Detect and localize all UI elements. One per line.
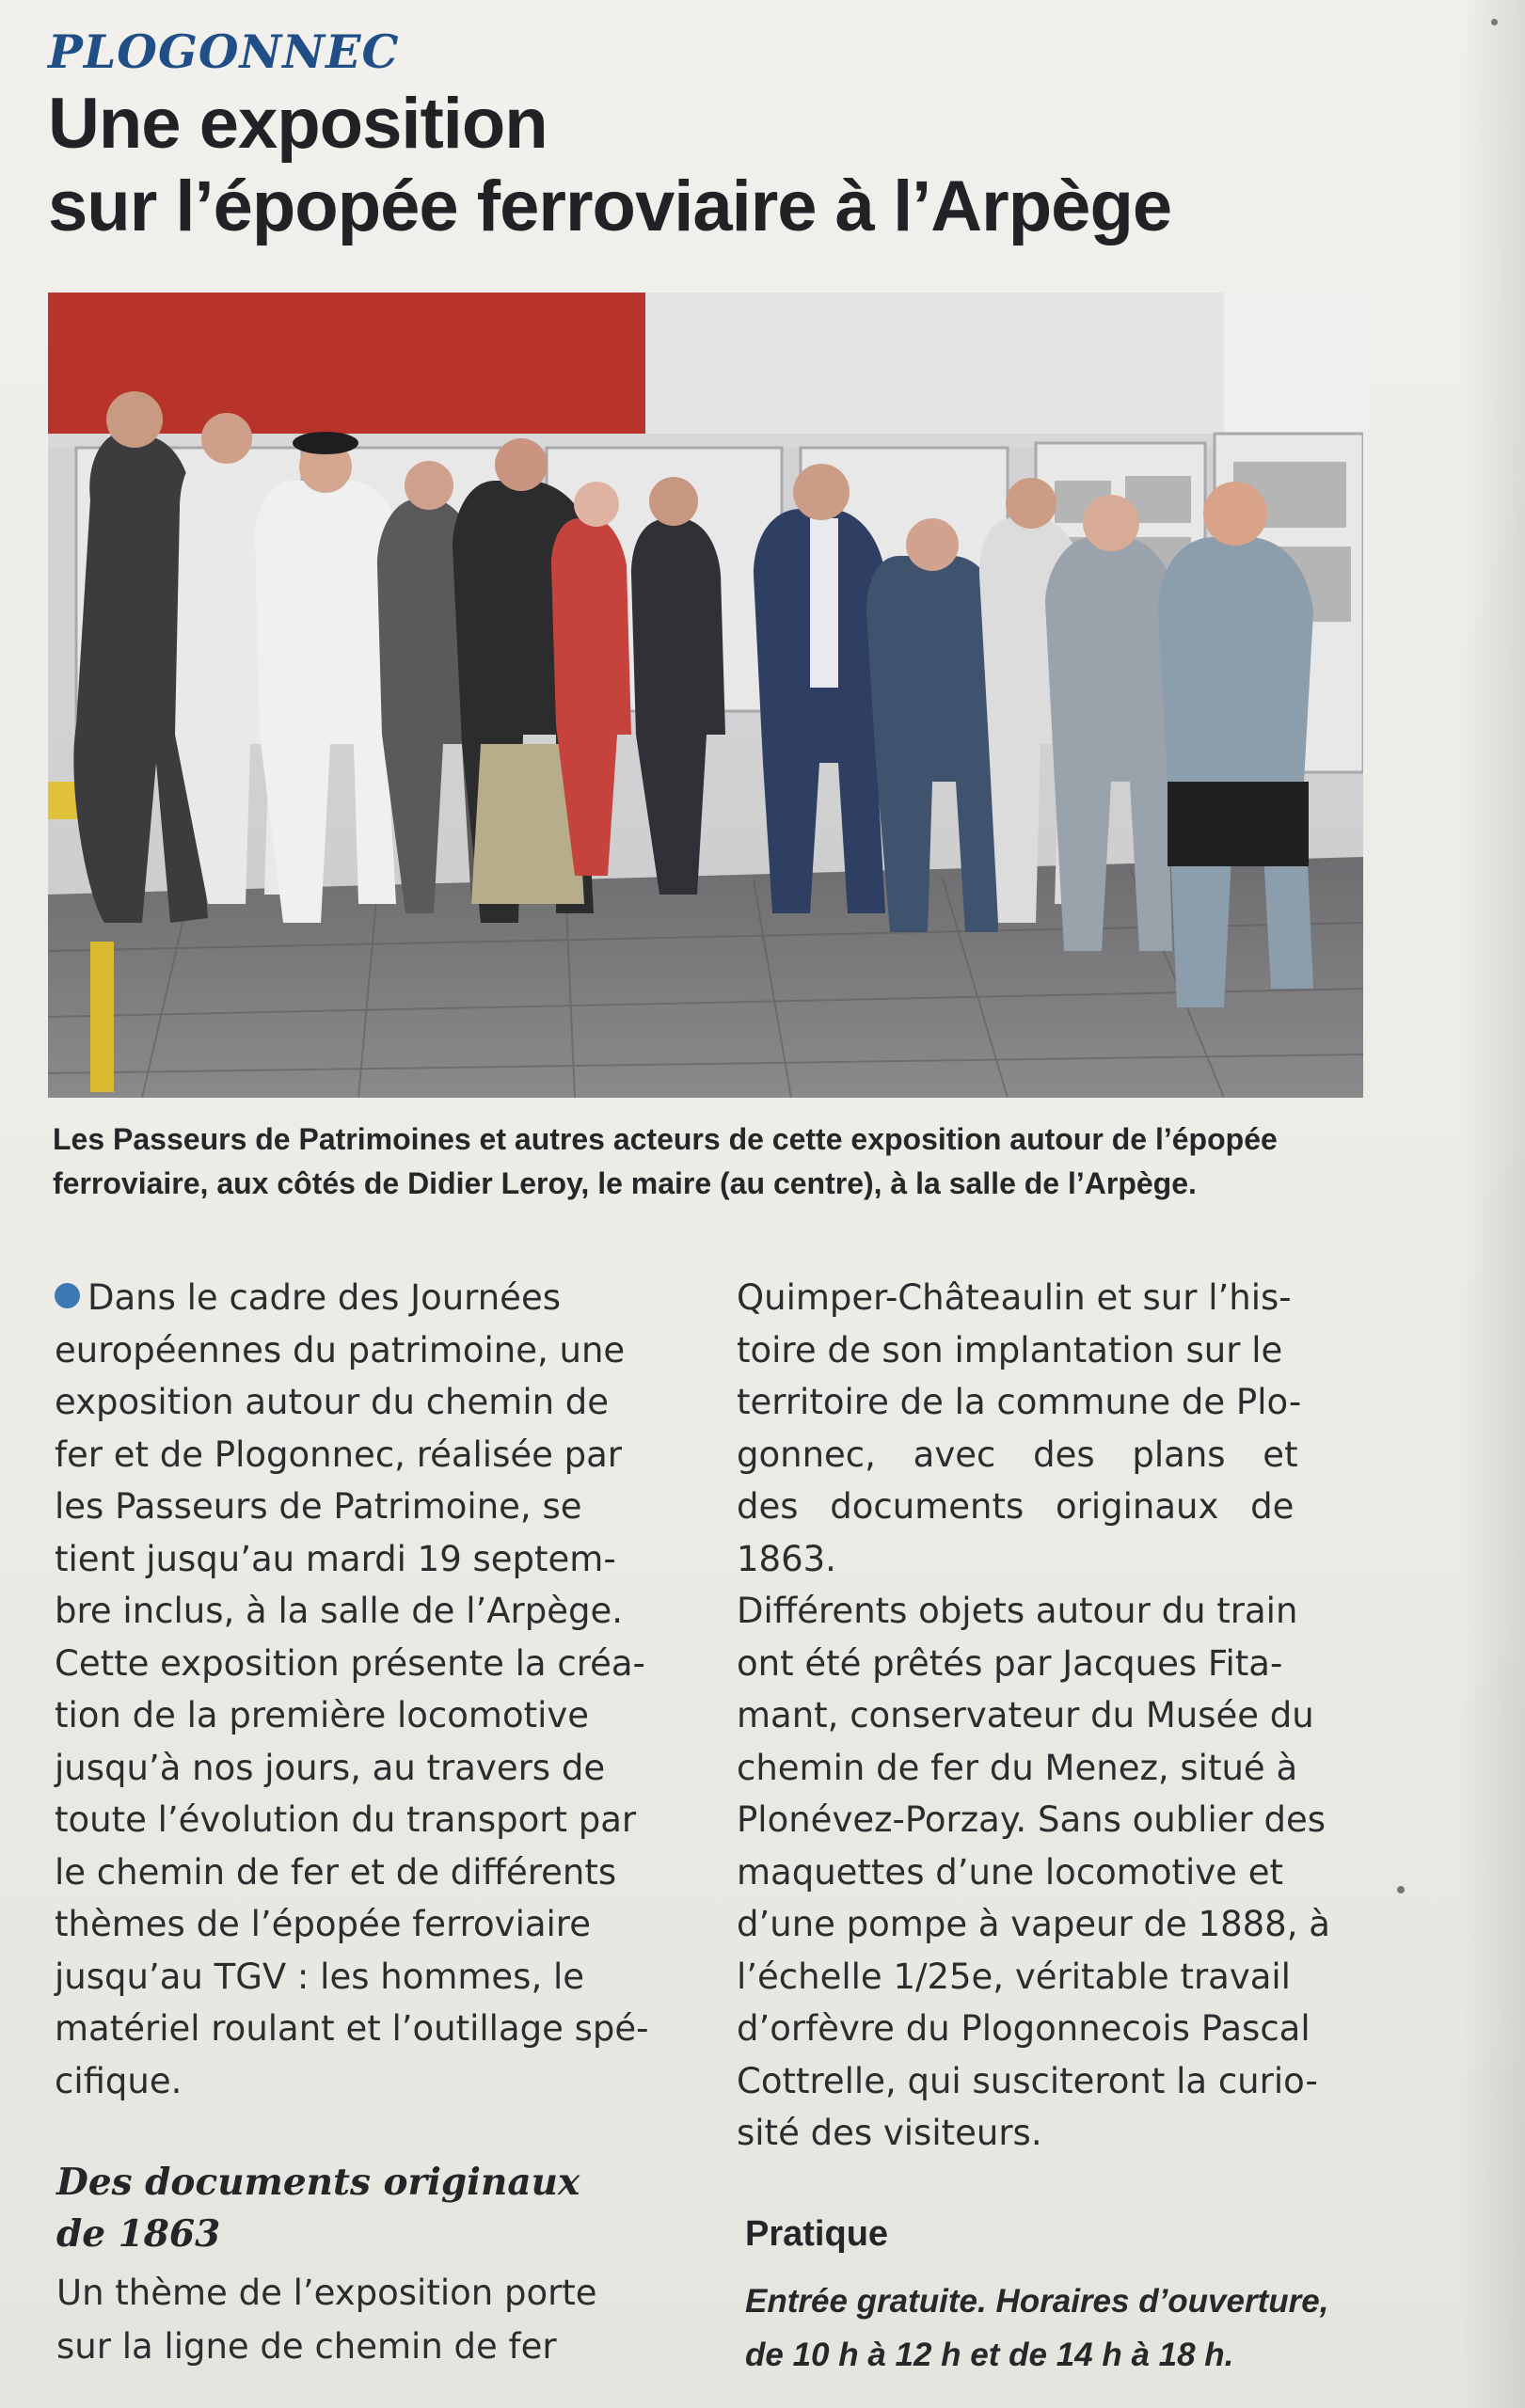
body-line: Cottrelle, qui susciteront la curio- [737, 2060, 1318, 2101]
ink-speck [1491, 19, 1498, 25]
body-line: sité des visiteurs. [737, 2113, 1042, 2153]
body-line [55, 1272, 685, 1324]
body-line: matériel roulant et l’outillage spé- [55, 2008, 649, 2049]
article-column-right [737, 1272, 1376, 2160]
ink-speck [1397, 1886, 1405, 1893]
headline-line: Une exposition [48, 84, 548, 164]
body-line: cifique. [55, 2060, 183, 2101]
article-continuation [56, 2266, 597, 2373]
subheading-line: Des documents originaux [56, 2161, 580, 2204]
body-line: d’orfèvre du Plogonnecois Pascal [737, 2008, 1311, 2049]
body-line: toire de son implantation sur le [737, 1329, 1283, 1370]
body-line: gonnec, avec des plans et [737, 1434, 1298, 1475]
body-line: mant, conservateur du Musée du [737, 1695, 1314, 1735]
body-line: le chemin de fer et de différents [55, 1851, 617, 1893]
photo-caption [53, 1117, 1370, 1206]
subheading [56, 2157, 580, 2260]
article-column-left [55, 1272, 685, 2107]
body-line: bre inclus, à la salle de l’Arpège. [55, 1591, 624, 1631]
body-line: d’une pompe à vapeur de 1888, à [737, 1904, 1330, 1944]
body-line: des documents originaux de [737, 1486, 1295, 1527]
practical-info-heading: Pratique [745, 2214, 889, 2254]
body-line: les Passeurs de Patrimoine, se [55, 1486, 582, 1527]
body-line: territoire de la commune de Plo- [737, 1382, 1302, 1422]
body-line: exposition autour du chemin de [55, 1382, 610, 1422]
practical-info [745, 2274, 1328, 2382]
body-line: Plonévez-Porzay. Sans oublier des [737, 1799, 1326, 1840]
body-line: ont été prêtés par Jacques Fita- [737, 1642, 1283, 1684]
body-line: sur la ligne de chemin de fer [56, 2326, 557, 2367]
body-line: jusqu’à nos jours, au travers de [55, 1747, 606, 1788]
group-photo-illustration [48, 293, 1363, 1098]
body-line: l’échelle 1/25e, véritable travail [737, 1956, 1291, 1997]
body-line: thèmes de l’épopée ferroviaire [55, 1904, 591, 1944]
body-line: jusqu’au TGV : les hommes, le [55, 1956, 585, 1997]
headline-line: sur l’épopée ferroviaire à l’Arpège [48, 166, 1172, 246]
bullet-dot-icon [55, 1283, 80, 1308]
caption-line: Les Passeurs de Patrimoines et autres acteurs de cette exposition autour de l’épopée [53, 1122, 1278, 1156]
body-line: Différents objets autour du train [737, 1591, 1298, 1631]
body-line: 1863. [737, 1538, 836, 1579]
body-line: européennes du patrimoine, une [55, 1329, 626, 1370]
caption-line: ferroviaire, aux côtés de Didier Leroy, le maire (au centre), à la salle de l’Arpège. [53, 1166, 1197, 1200]
body-line: chemin de fer du Menez, situé à [737, 1747, 1298, 1788]
headline [48, 83, 1365, 248]
practical-info-line: de 10 h à 12 h et de 14 h à 18 h. [745, 2337, 1234, 2373]
page-shadow [1459, 0, 1525, 2408]
body-line: toute l’évolution du transport par [55, 1799, 637, 1840]
subheading-line: de 1863 [56, 2212, 221, 2256]
body-line: Quimper-Châteaulin et sur l’his- [737, 1277, 1292, 1318]
body-text: Dans le cadre des Journées [87, 1277, 561, 1318]
body-line: tion de la première locomotive [55, 1695, 590, 1735]
section-kicker: PLOGONNEC [48, 24, 400, 79]
group-photo [48, 293, 1363, 1098]
body-line: tient jusqu’au mardi 19 septem- [55, 1538, 616, 1579]
body-line: fer et de Plogonnec, réalisée par [55, 1434, 623, 1475]
practical-info-line: Entrée gratuite. Horaires d’ouverture, [745, 2283, 1329, 2320]
body-line: Cette exposition présente la créa- [55, 1642, 645, 1684]
body-line: Un thème de l’exposition porte [56, 2273, 597, 2313]
body-line: maquettes d’une locomotive et [737, 1851, 1283, 1893]
